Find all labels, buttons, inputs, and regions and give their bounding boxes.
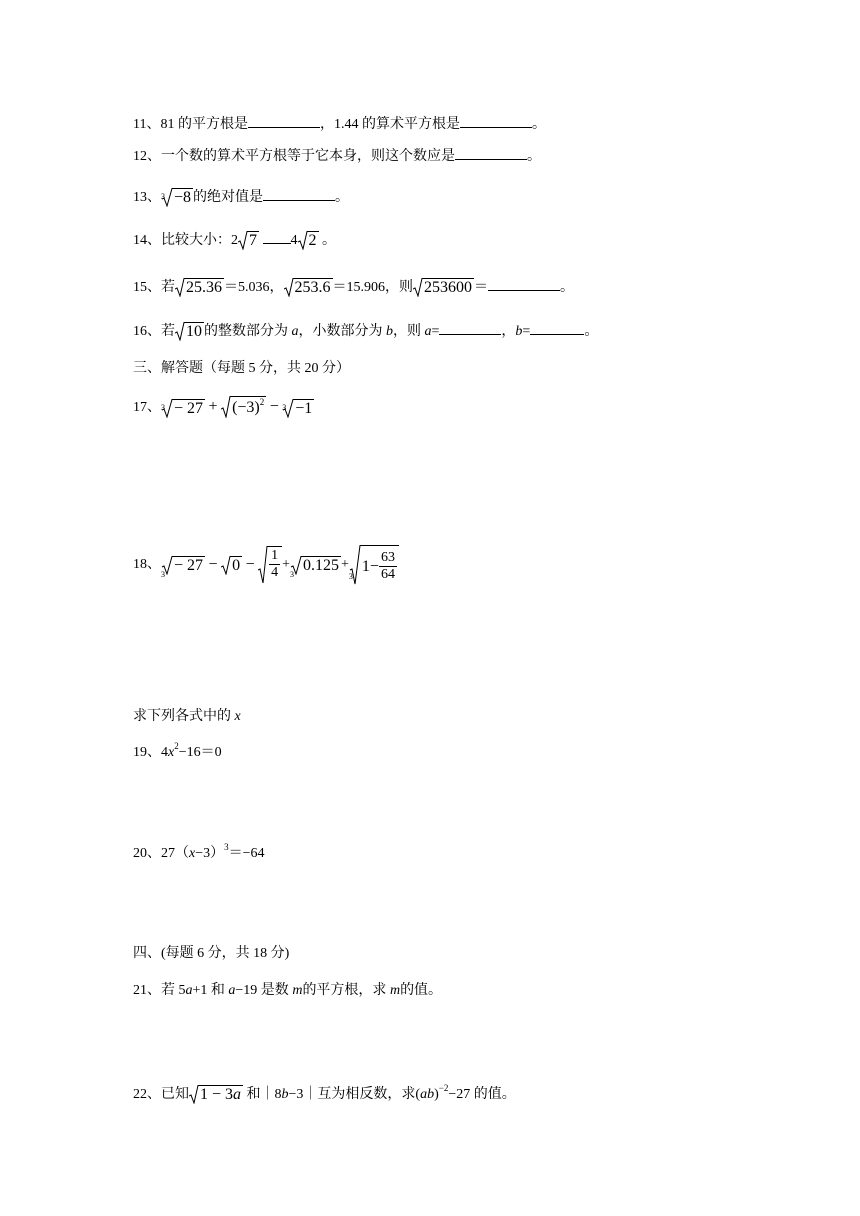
exponent: −2 [438,1083,449,1093]
question-21 [133,981,442,1001]
q19-text: −16＝0 [178,745,222,760]
q22-text: 和｜8 [246,1087,282,1102]
var-b: b [515,324,523,339]
q15-text: 15、若 [133,280,175,295]
q12-text: 12、一个数的算术平方根等于它本身，则这个数应是 [133,149,455,164]
var-x: x [189,846,196,861]
minus-sign: − [245,556,255,573]
q22-text: −3｜互为相反数，求( [288,1087,421,1102]
one-minus: 1− [361,557,379,575]
q21-text: +1 和 [192,983,229,998]
q15-text: ＝ [474,280,488,295]
q18-number: 18、 [133,557,161,572]
denominator: 64 [380,567,395,582]
q16-text: 16、若 [133,324,175,339]
var-a: a [291,324,299,339]
equals: = [522,324,531,339]
plus-sign: + [282,557,290,572]
cube-root [161,556,205,579]
var-ab: ab [420,1087,435,1102]
q19-text: 19、4 [133,745,168,760]
q14-end: 。 [322,233,336,248]
root-index: 3 [161,192,165,202]
answer-blank[interactable] [263,229,291,244]
answer-blank[interactable] [530,320,584,335]
q21-text: −19 是数 [235,983,293,998]
square-root [238,231,259,250]
q17-number: 17、 [133,400,161,416]
cube-root [161,399,205,418]
var-m: m [389,983,401,998]
exponent: 2 [259,397,265,407]
radicand: 0 [232,556,241,574]
q21-text: 的值。 [400,983,443,998]
question-12 [133,145,541,167]
radicand: − 27 [174,556,204,574]
q11-end: 。 [531,117,546,132]
square-root-fraction [258,546,282,584]
root-index: 3 [290,569,294,579]
var-m: m [292,983,303,998]
q13-number: 13、 [133,190,161,205]
separator: ， [501,324,516,339]
square-root [221,396,266,420]
plus-sign: + [341,557,349,572]
radicand: 253600 [424,279,472,297]
radicand: 0.125 [303,556,339,574]
q16-text: ，则 [393,324,421,339]
q15-text: ＝5.036， [224,280,284,295]
root-index: 3 [348,572,353,581]
q20-text: ＝−64 [228,846,265,861]
square-root [175,278,224,297]
square-root [284,278,333,297]
square-root [189,1085,243,1104]
question-16 [133,320,598,342]
radicand: − 27 [174,399,204,417]
var-b: b [386,324,393,339]
fraction [269,548,280,581]
root-index: 3 [161,402,165,412]
cube-root-fraction [349,545,399,585]
answer-blank[interactable] [488,276,560,291]
var-a: a [228,983,236,998]
minus-sign: − [269,398,279,416]
answer-blank[interactable] [455,145,527,160]
var-b: b [281,1087,289,1102]
var-x: x [234,709,241,724]
denominator: 4 [271,565,279,580]
numerator: 1 [271,548,279,563]
answer-blank[interactable] [439,320,501,335]
q11-text-start: 11、81 的平方根是 [133,117,248,132]
q12-end: 。 [527,149,541,164]
solve-intro [133,707,241,727]
q21-text: 21、若 5 [133,983,186,998]
question-20 [133,844,265,864]
exponent: 3 [224,842,229,852]
cube-root [282,399,314,418]
radicand: −1 [295,399,313,417]
q14-text: 14、比较大小：2 [133,233,238,248]
question-14 [133,229,336,251]
q13-end: 。 [335,190,350,205]
answer-blank[interactable] [460,113,532,128]
var-a: a [185,983,193,998]
var-a: a [233,1086,242,1104]
q15-text: ＝15.906，则 [332,280,413,295]
equals: = [431,324,440,339]
answer-blank[interactable] [248,113,320,128]
plus-sign: + [208,398,218,416]
radicand: 10 [186,323,202,341]
square-root [221,556,242,575]
q21-text: 的平方根，求 [302,983,390,998]
minus-sign: − [208,556,218,573]
question-13 [133,186,349,208]
question-15 [133,276,574,298]
intro-text: 求下列各式中的 [133,709,235,724]
numerator: 63 [380,550,395,565]
question-22 [133,1085,516,1105]
question-18 [133,545,399,585]
radicand: 2 [308,232,317,250]
radicand: 7 [249,232,257,250]
q15-end: 。 [560,280,574,295]
q20-text: 20、27（ [133,846,189,861]
section-4-heading: 四、(每题 6 分，共 18 分) [133,946,290,961]
section-3-heading: 三、解答题（每题 5 分，共 20 分） [133,361,350,376]
q11-text-mid: ，1.44 的算术平方根是 [319,117,460,132]
fraction [379,550,397,583]
cube-root [161,188,193,207]
square-root [175,322,204,341]
var-a: a [424,324,432,339]
radicand: 1 − 3 [200,1086,234,1104]
q16-text: ，小数部分为 [298,324,383,339]
root-index: 3 [282,402,287,412]
square-root [413,278,474,297]
cube-root [290,556,341,579]
radicand: 25.36 [186,279,222,297]
q22-text: 22、已知 [133,1087,189,1102]
q16-end: 。 [584,324,599,339]
q22-text: ) [434,1087,439,1102]
q20-text: −3） [195,846,225,861]
question-11 [133,113,546,135]
exponent: 2 [174,741,179,751]
square-root [298,231,319,250]
answer-blank[interactable] [263,186,335,201]
radicand: (−3) [232,399,260,416]
var-x: x [168,745,175,760]
q16-text: 的整数部分为 [204,324,288,339]
q14-coef: 4 [290,233,298,248]
radicand: −8 [174,189,192,207]
question-17 [133,396,314,420]
root-index: 3 [161,569,165,579]
q22-text: −27 的值。 [448,1087,516,1102]
question-19 [133,743,222,763]
radicand: 253.6 [294,279,331,297]
q13-text: 的绝对值是 [193,190,264,205]
